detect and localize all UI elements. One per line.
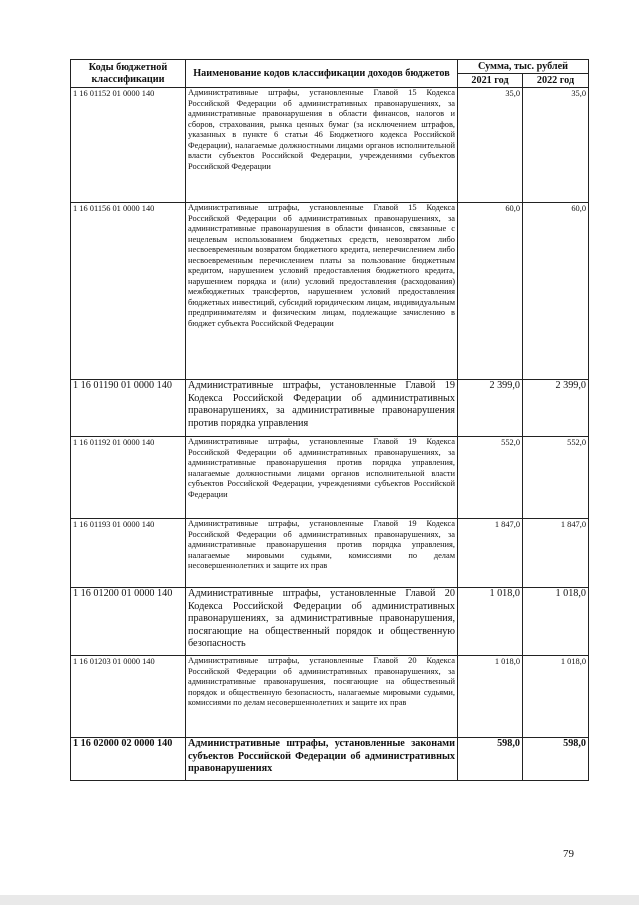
header-code-column: Коды бюджетной классификации	[71, 60, 186, 88]
row-value-2022: 35,0	[523, 88, 589, 203]
row-value-2021: 1 018,0	[458, 588, 523, 656]
row-name: Административные штрафы, установленные Главой 20 Кодекса Российской Федерации об административных правонарушениях, за административные правонарушения, посягающие на общественный порядок и общественную безопасность	[186, 588, 458, 656]
row-value-2021: 60,0	[458, 203, 523, 380]
page-bottom-strip	[0, 895, 639, 905]
row-name: Административные штрафы, установленные Главой 19 Кодекса Российской Федерации об административных правонарушениях, за административные правонарушения против порядка управления, налагаемые должностными лицами органов исполнительной власти субъектов Российской Федерации, учреждениями субъектов Российской Федерации	[186, 437, 458, 519]
row-code: 1 16 01192 01 0000 140	[71, 437, 186, 519]
row-code: 1 16 01156 01 0000 140	[71, 203, 186, 380]
row-value-2021: 1 018,0	[458, 656, 523, 738]
table-row	[71, 203, 589, 380]
row-code: 1 16 01190 01 0000 140	[71, 380, 186, 437]
row-value-2021: 598,0	[458, 738, 523, 781]
row-value-2021: 552,0	[458, 437, 523, 519]
row-value-2022: 552,0	[523, 437, 589, 519]
row-code: 1 16 01200 01 0000 140	[71, 588, 186, 656]
row-value-2022: 1 018,0	[523, 588, 589, 656]
header-year-2021: 2021 год	[458, 74, 523, 88]
header-name-column: Наименование кодов классификации доходов бюджетов	[186, 60, 458, 88]
revenue-codes-table	[70, 59, 589, 781]
row-value-2022: 598,0	[523, 738, 589, 781]
table-row	[71, 656, 589, 738]
table-row	[71, 437, 589, 519]
table-row	[71, 88, 589, 203]
page-number: 79	[563, 848, 574, 860]
row-code: 1 16 02000 02 0000 140	[71, 738, 186, 781]
header-year-2022: 2022 год	[523, 74, 589, 88]
row-value-2022: 2 399,0	[523, 380, 589, 437]
row-name: Административные штрафы, установленные Главой 15 Кодекса Российской Федерации об административных правонарушениях, за административные правонарушения в области финансов, налогов и сборов, страхования, рынка ценных бумаг (за исключением штрафов, указанных в пункте 6 статьи 46 Бюджетного кодекса Российской Федерации), налагаемые должностными лицами органов исполнительной власти субъектов Российской Федерации, учреждениями субъектов Российской Федерации	[186, 88, 458, 203]
row-code: 1 16 01193 01 0000 140	[71, 519, 186, 588]
table-row	[71, 738, 589, 781]
row-code: 1 16 01203 01 0000 140	[71, 656, 186, 738]
row-name: Административные штрафы, установленные Главой 19 Кодекса Российской Федерации об административных правонарушениях, за административные правонарушения против порядка управления	[186, 380, 458, 437]
row-value-2022: 1 847,0	[523, 519, 589, 588]
row-name: Административные штрафы, установленные законами субъектов Российской Федерации об административных правонарушениях	[186, 738, 458, 781]
table-row	[71, 588, 589, 656]
row-value-2021: 1 847,0	[458, 519, 523, 588]
row-name: Административные штрафы, установленные Главой 15 Кодекса Российской Федерации об административных правонарушениях, за административные правонарушения в области финансов, связанные с нецелевым использованием бюджетных средств, невозвратом либо несвоевременным возвратом бюджетного кредита, неперечислением либо несвоевременным перечислением платы за пользование бюджетным кредитом, нарушением условий предоставления бюджетного кредита, нарушением порядка и (или) условий предоставления (расходования) межбюджетных трансфертов, нарушением условий предоставления бюджетных инвестиций, субсидий юридическим лицам, индивидуальным предпринимателям и физическим лицам, подлежащие зачислению в бюджет субъекта Российской Федерации	[186, 203, 458, 380]
table-row	[71, 519, 589, 588]
row-name: Административные штрафы, установленные Главой 19 Кодекса Российской Федерации об административных правонарушениях, за административные правонарушения против порядка управления, налагаемые мировыми судьями, комиссиями по делам несовершеннолетних и защите их прав	[186, 519, 458, 588]
row-value-2022: 60,0	[523, 203, 589, 380]
row-name: Административные штрафы, установленные Главой 20 Кодекса Российской Федерации об административных правонарушениях, за административные правонарушения, посягающие на общественный порядок и общественную безопасность, налагаемые мировыми судьями, комиссиями по делам несовершеннолетних и защите их прав	[186, 656, 458, 738]
row-value-2021: 35,0	[458, 88, 523, 203]
header-sum-column: Сумма, тыс. рублей	[458, 60, 589, 74]
row-code: 1 16 01152 01 0000 140	[71, 88, 186, 203]
header-row-top	[71, 60, 589, 74]
row-value-2022: 1 018,0	[523, 656, 589, 738]
row-value-2021: 2 399,0	[458, 380, 523, 437]
table-row	[71, 380, 589, 437]
